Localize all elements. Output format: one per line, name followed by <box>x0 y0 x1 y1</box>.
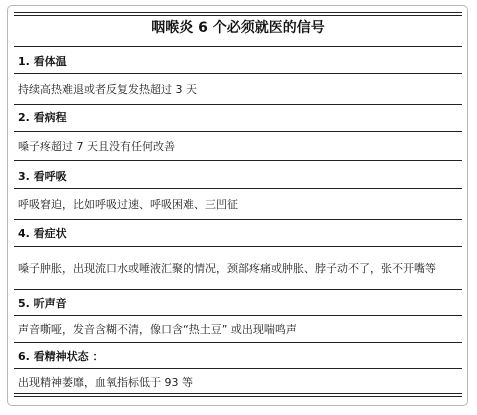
page-title: 咽喉炎 6 个必须就医的信号 <box>151 20 325 36</box>
section-divider <box>14 219 462 220</box>
section-heading-voice: 5. 听声音 <box>18 297 67 310</box>
section-heading-mental-state: 6. 看精神状态 ： <box>18 350 104 363</box>
section-divider <box>14 188 462 189</box>
section-divider <box>14 368 462 369</box>
section-text-breathing: 呼吸窘迫，比如呼吸过速、呼吸困难、三凹征 <box>18 198 238 211</box>
section-divider <box>14 104 462 105</box>
section-divider <box>14 342 462 343</box>
section-divider <box>14 315 462 316</box>
section-heading-temperature: 1. 看体温 <box>18 55 67 68</box>
section-divider <box>14 160 462 161</box>
section-divider <box>14 246 462 247</box>
section-divider <box>14 289 462 290</box>
section-text-temperature: 持续高热难退或者反复发热超过 3 天 <box>18 83 197 96</box>
section-heading-course: 2. 看病程 <box>18 111 67 124</box>
section-divider <box>14 73 462 74</box>
section-text-voice: 声音嘶哑，发音含糊不清，像口含“热土豆” 或出现喘鸣声 <box>18 323 297 336</box>
title-divider <box>14 46 462 47</box>
bottom-double-rule <box>14 393 462 397</box>
section-heading-breathing: 3. 看呼吸 <box>18 170 67 183</box>
section-heading-symptoms: 4. 看症状 <box>18 227 67 240</box>
section-text-course: 嗓子疼超过 7 天且没有任何改善 <box>18 140 175 153</box>
section-text-mental-state: 出现精神萎靡，血氧指标低于 93 等 <box>18 376 193 389</box>
section-divider <box>14 131 462 132</box>
top-double-rule <box>14 12 462 16</box>
section-text-symptoms: 嗓子肿胀，出现流口水或唾液汇聚的情况，颈部疼痛或肿胀、脖子动不了，张不开嘴等 <box>18 262 436 275</box>
